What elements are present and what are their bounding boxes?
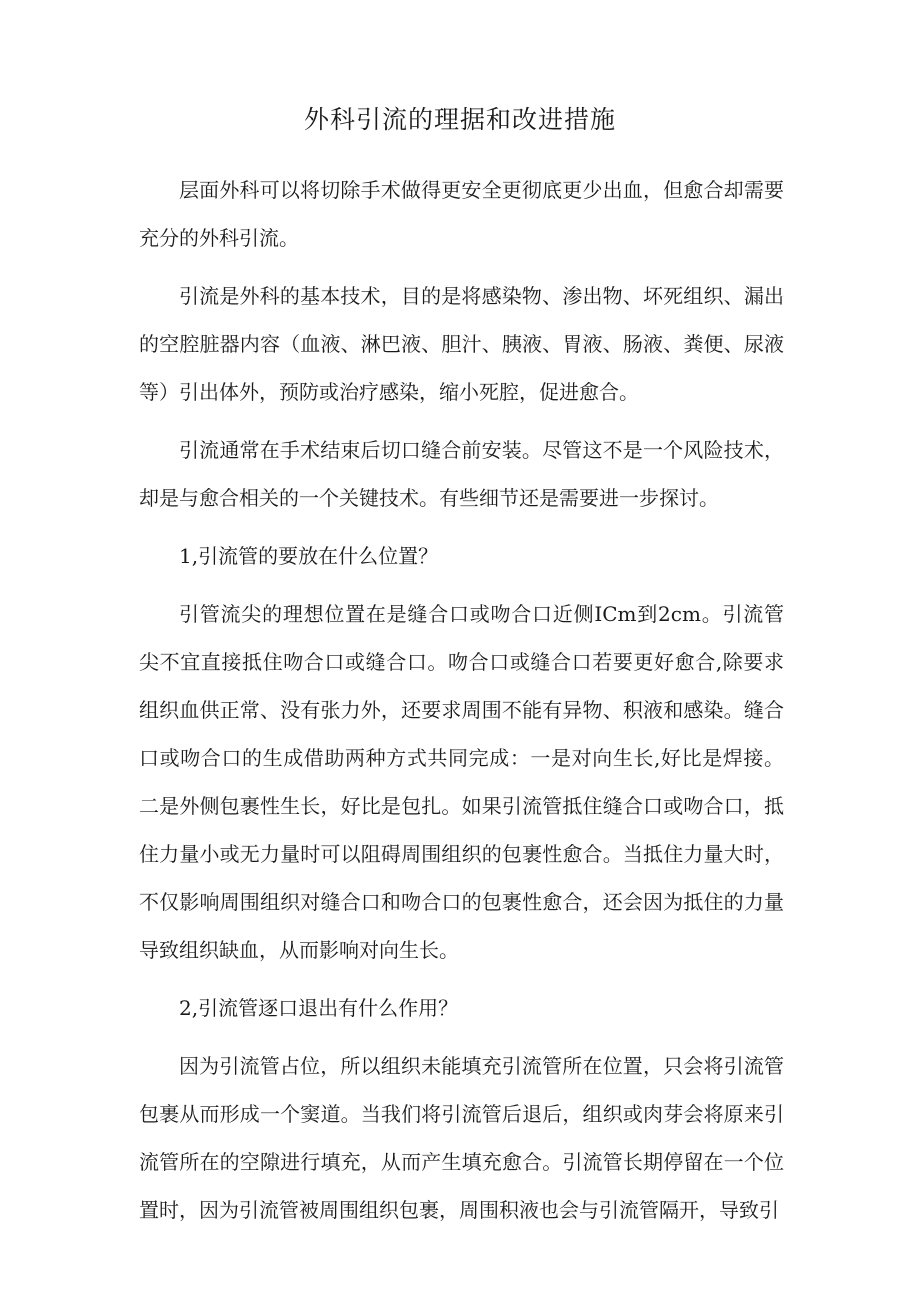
document-title: 外科引流的理据和改进措施 xyxy=(303,105,616,134)
section-heading-tube-withdrawal: 2,引流管逐口退出有什么作用？ xyxy=(179,996,459,1020)
paragraph-tube-withdrawal: 因为引流管占位，所以组织未能填充引流管所在位置，只会将引流管包裹从而形成一个窦道。当我们将引流管后退后，组织或肉芽会将原来引流管所在的空隙进行填充，从而产生填充愈合。引流管长期停留在一个位置时，因为引流管被周围组织包裹，周围积液也会与引流管隔开，导致引 xyxy=(139,1054,784,1222)
paragraph-tube-position: 引管流尖的理想位置在是缝合口或吻合口近侧ICm到2cm。引流管尖不宜直接抵住吻合口或缝合口。吻合口或缝合口若要更好愈合,除要求组织血供正常、没有张力外，还要求周围不能有异物、积液和感染。缝合口或吻合口的生成借助两种方式共同完成：一是对向生长,好比是焊接。二是外侧包裹性生长，好比是包扎。如果引流管抵住缝合口或吻合口，抵住力量小或无力量时可以阻碍周围组织的包裹性愈合。当抵住力量大时，不仅影响周围组织对缝合口和吻合口的包裹性愈合，还会因为抵住的力量导致组织缺血，从而影响对向生长。 xyxy=(139,602,784,962)
paragraph-drainage-purpose: 引流是外科的基本技术，目的是将感染物、渗出物、坏死组织、漏出的空腔脏器内容（血液、淋巴液、胆汁、胰液、胃液、肠液、粪便、尿液等）引出体外，预防或治疗感染，缩小死腔，促进愈合。 xyxy=(139,284,784,404)
section-heading-tube-position: 1,引流管的要放在什么位置？ xyxy=(179,544,439,568)
paragraph-drainage-timing: 引流通常在手术结束后切口缝合前安装。尽管这不是一个风险技术，却是与愈合相关的一个关键技术。有些细节还是需要进一步探讨。 xyxy=(139,438,784,510)
document-body xyxy=(139,166,784,1244)
paragraph-intro: 层面外科可以将切除手术做得更安全更彻底更少出血，但愈合却需要充分的外科引流。 xyxy=(139,178,784,250)
